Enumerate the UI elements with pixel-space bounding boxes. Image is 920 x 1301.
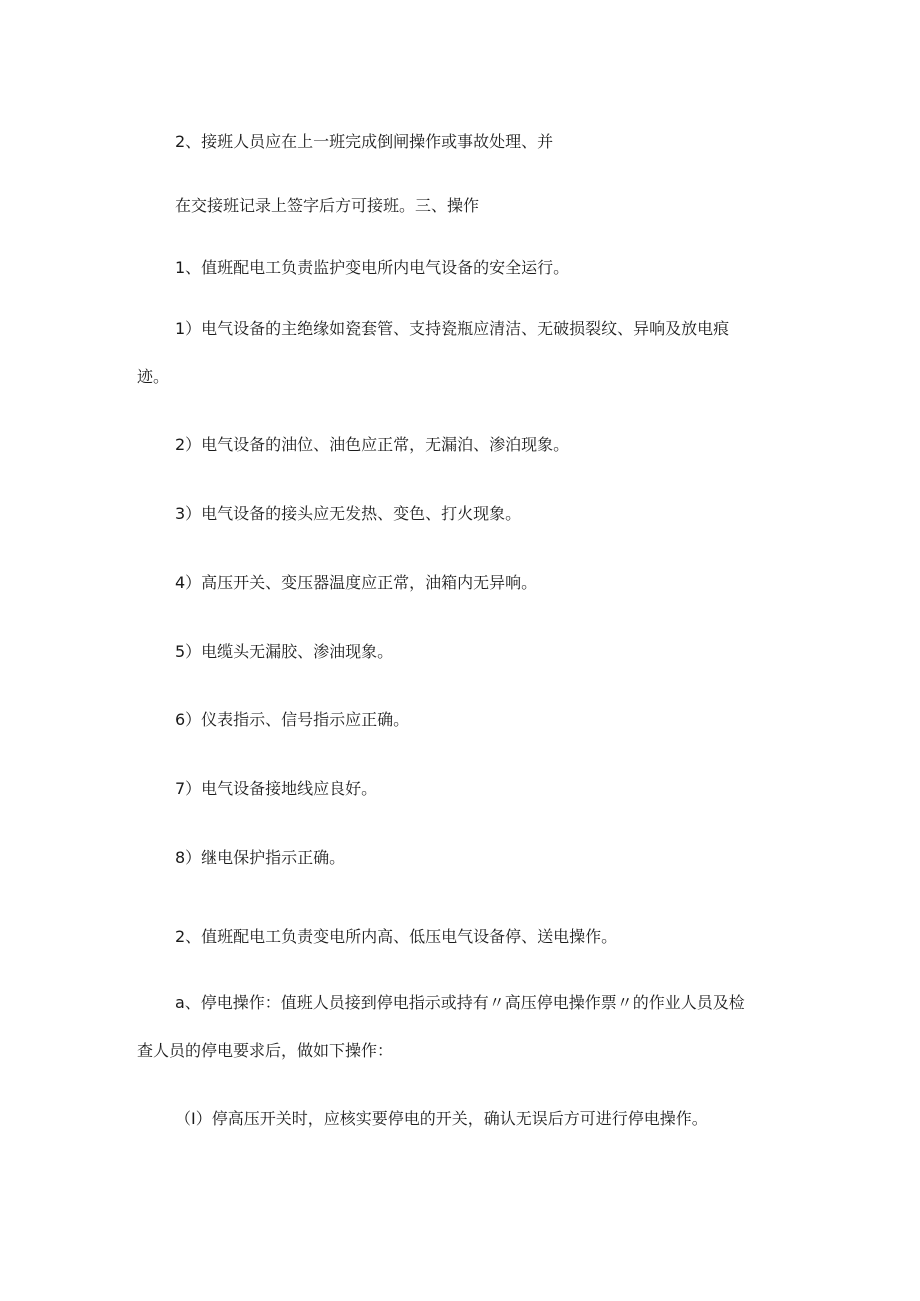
paragraph-line: 4）高压开关、变压器温度应正常，油箱内无异响。 — [175, 573, 538, 592]
paragraph-line: 2）电气设备的油位、油色应正常，无漏泊、渗泊现象。 — [175, 435, 570, 454]
paragraph-line: 2、值班配电工负责变电所内高、低压电气设备停、送电操作。 — [175, 927, 618, 946]
paragraph-line: 8）继电保护指示正确。 — [175, 848, 346, 867]
paragraph-line: 7）电气设备接地线应良好。 — [175, 779, 378, 798]
paragraph-line: 迹。 — [137, 367, 170, 386]
paragraph-line: 2、接班人员应在上一班完成倒闸操作或事故处理、并 — [175, 132, 554, 151]
paragraph-line: 查人员的停电要求后，做如下操作： — [137, 1041, 394, 1060]
paragraph-line: （I）停高压开关时，应核实要停电的开关，确认无误后方可进行停电操作。 — [175, 1109, 708, 1128]
paragraph-line: 6）仪表指示、信号指示应正确。 — [175, 710, 410, 729]
paragraph-line: a、停电操作：值班人员接到停电指示或持有〃高压停电操作票〃的作业人员及检 — [175, 993, 745, 1012]
paragraph-line: 5）电缆头无漏胶、渗油现象。 — [175, 642, 394, 661]
paragraph-line: 1、值班配电工负责监护变电所内电气设备的安全运行。 — [175, 258, 570, 277]
paragraph-line: 在交接班记录上签字后方可接班。三、操作 — [175, 196, 480, 215]
paragraph-line: 1）电气设备的主绝缘如瓷套管、支持瓷瓶应清洁、无破损裂纹、异响及放电痕 — [175, 319, 730, 338]
paragraph-line: 3）电气设备的接头应无发热、变色、打火现象。 — [175, 504, 522, 523]
